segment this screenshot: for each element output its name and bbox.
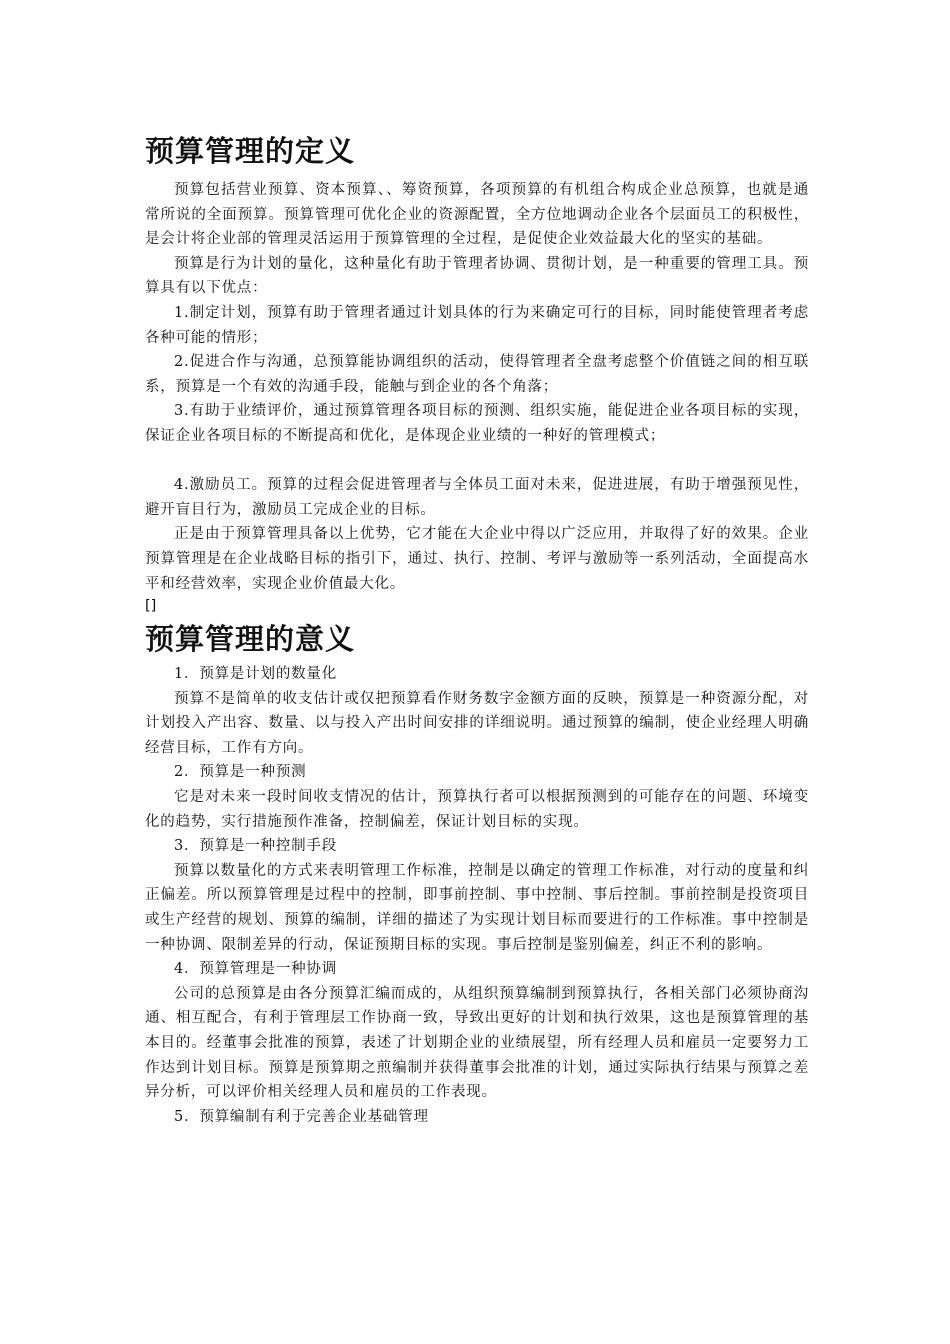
paragraph: 3.有助于业绩评价，通过预算管理各项目标的预测、组织实施，能促进企业各项目标的实现，保证企业各项目标的不断提高和优化，是体现企业业绩的一种好的管理模式；: [145, 403, 809, 444]
section-significance: [145, 616, 809, 1129]
section-definition: [145, 128, 809, 616]
blank-line: [145, 449, 809, 474]
subheading: 5．预算编制有利于完善企业基础管理: [174, 1108, 429, 1125]
paragraph: 预算不是简单的收支估计或仅把预算看作财务数字金额方面的反映，预算是一种资源分配，对计划投入产出容、数量、以与投入产出时间安排的详细说明。通过预算的编制，使企业经理人明确经营目标，工作有方向。: [145, 690, 809, 756]
paragraph: 预算以数量化的方式来表明管理工作标准，控制是以确定的管理工作标准，对行动的度量和纠正偏差。所以预算管理是过程中的控制，即事前控制、事中控制、事后控制。事前控制是投资项目或生产经营的规划、预算的编制，详细的描述了为实现计划目标而要进行的工作标准。事中控制是一种协调、限制差异的行动，保证预期目标的实现。事后控制是鉴别偏差，纠正不利的影响。: [145, 862, 809, 953]
section-definition-body: [145, 178, 809, 616]
paragraph: 它是对未来一段时间收支情况的估计，预算执行者可以根据预测到的可能存在的问题、环境变化的趋势，实行措施预作准备，控制偏差，保证计划目标的实现。: [145, 789, 809, 830]
paragraph: 预算包括营业预算、资本预算、、筹资预算，各项预算的有机组合构成企业总预算，也就是通常所说的全面预算。预算管理可优化企业的资源配置，全方位地调动企业各个层面员工的积极性，是会计将企业部的管理灵活运用于预算管理的全过程，是促使企业效益最大化的坚实的基础。: [145, 182, 809, 248]
paragraph: 公司的总预算是由各分预算汇编而成的，从组织预算编制到预算执行，各相关部门必须协商沟通、相互配合，有利于管理层工作协商一致，导致出更好的计划和执行效果，这也是预算管理的基本目的。经董事会批准的预算，表述了计划期企业的业绩展望，所有经理人员和雇员一定要努力工作达到计划目标。预算是预算期之煎编制并获得董事会批准的计划，通过实际执行结果与预算之差异分析，可以评价相关经理人员和雇员的工作表现。: [145, 985, 809, 1101]
subheading: 1．预算是计划的数量化: [174, 666, 338, 683]
paragraph: 预算是行为计划的量化，这种量化有助于管理者协调、贯彻计划，是一种重要的管理工具。预算具有以下优点：: [145, 255, 809, 297]
paragraph: 1.制定计划，预算有助于管理者通过计划具体的行为来确定可行的目标，同时能使管理者考虑各种可能的情形；: [145, 304, 809, 346]
section-significance-body: [145, 662, 809, 1129]
document-content: [145, 128, 809, 1129]
paragraph: 正是由于预算管理具备以上优势，它才能在大企业中得以广泛应用，并取得了好的效果。企业预算管理是在企业战略目标的指引下，通过、执行、控制、考评与激励等一系列活动，全面提高水平和经营效率，实现企业价值最大化。: [145, 526, 809, 592]
section-title-definition: 预算管理的定义: [145, 134, 356, 168]
subheading: 2．预算是一种预测: [174, 764, 307, 781]
section-title-significance: 预算管理的意义: [145, 622, 356, 657]
subheading: 3．预算是一种控制手段: [174, 838, 338, 855]
subheading: 4．预算管理是一种协调: [174, 961, 338, 978]
empty-bracket-marker: []: [145, 598, 157, 615]
paragraph: 2.促进合作与沟通，总预算能协调组织的活动，使得管理者全盘考虑整个价值链之间的相互联系，预算是一个有效的沟通手段，能触与到企业的各个角落；: [145, 354, 809, 395]
paragraph: 4.激励员工。预算的过程会促进管理者与全体员工面对未来，促进进展，有助于增强预见性，避开盲目行为，激励员工完成企业的目标。: [145, 477, 809, 518]
